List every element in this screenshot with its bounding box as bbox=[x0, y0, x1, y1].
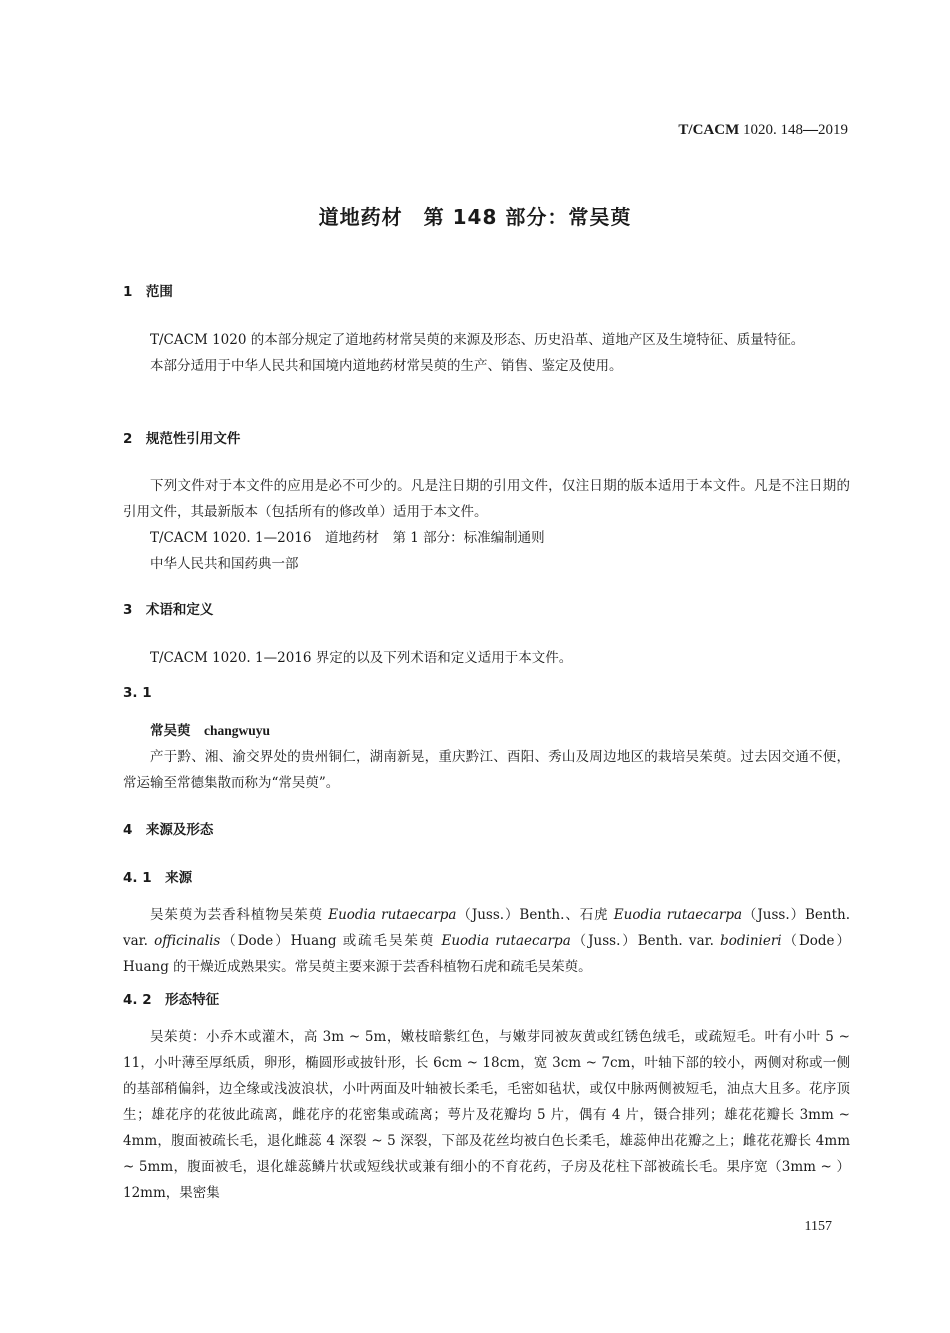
section-heading: 3. 1 bbox=[123, 685, 152, 701]
paragraph: T/CACM 1020 的本部分规定了道地药材常吴萸的来源及形态、历史沿革、道地产区及生境特征、质量特征。 bbox=[150, 332, 805, 348]
section-3 bbox=[123, 601, 850, 619]
reference-item: 中华人民共和国药典一部 bbox=[150, 556, 299, 572]
standard-year: 2019 bbox=[818, 122, 848, 138]
standard-number: 1020. 148 bbox=[739, 122, 803, 138]
paragraph: 吴茱萸：小乔木或灌木，高 3m ~ 5m，嫩枝暗紫红色，与嫩芽同被灰黄或红锈色绒毛，或疏短毛。叶有小叶 5 ~ 11，小叶薄至厚纸质，卵形，椭圆形或披针形，长 6cm ~ 18cm，宽 3cm ~ 7cm，叶轴下部的较小，两侧对称或一侧的基部稍偏斜，边全缘或浅波浪状，小叶两面及叶轴被长柔毛，毛密如毡状，或仅中脉两侧被短毛，油点大且多。花序顶生；雄花序的花彼此疏离，雌花序的花密集或疏离；萼片及花瓣均 5 片，偶有 4 片，镊合排列；雄花花瓣长 3mm ~ 4mm，腹面被疏长毛，退化雌蕊 4 深裂 ~ 5 深裂，下部及花丝均被白色长柔毛，雄蕊伸出花瓣之上；雌花花瓣长 4mm ~ 5mm，腹面被毛，退化雄蕊鳞片状或短线状或兼有细小的不育花药，子房及花柱下部被疏长毛。果序宽（3mm ~ ）12mm，果密集 bbox=[123, 1029, 850, 1201]
section-4-2-body bbox=[123, 1024, 850, 1206]
paragraph: 下列文件对于本文件的应用是必不可少的。凡是注日期的引用文件，仅注日期的版本适用于本文件。凡是不注日期的引用文件，其最新版本（包括所有的修改单）适用于本文件。 bbox=[123, 478, 850, 520]
section-1 bbox=[123, 283, 850, 301]
document-title: 道地药材 第 148 部分：常吴萸 bbox=[318, 205, 632, 229]
section-2 bbox=[123, 430, 850, 448]
term-chinese: 常吴萸 bbox=[150, 723, 191, 739]
section-1-body bbox=[123, 327, 850, 379]
standard-separator: — bbox=[803, 122, 818, 138]
section-heading: 4. 1 来源 bbox=[123, 870, 193, 886]
scientific-name: officinalis bbox=[154, 933, 221, 949]
section-2-body bbox=[123, 473, 850, 577]
source-paragraph: 吴茱萸为芸香科植物吴茱萸 Euodia rutaecarpa（Juss.）Benth.、石虎 Euodia rutaecarpa（Juss.）Benth. var. officinalis（Dode）Huang 或疏毛吴茱萸 Euodia rutaecarpa（Juss.）Benth. var. bodinieri（Dode）Huang 的干燥近成熟果实。常吴萸主要来源于芸香科植物石虎和疏毛吴茱萸。 bbox=[123, 907, 850, 975]
section-3-1 bbox=[123, 684, 850, 702]
standard-prefix: T/CACM bbox=[678, 122, 740, 138]
paragraph: T/CACM 1020. 1—2016 界定的以及下列术语和定义适用于本文件。 bbox=[150, 650, 573, 666]
scientific-name: Euodia rutaecarpa bbox=[613, 907, 743, 923]
section-heading: 2 规范性引用文件 bbox=[123, 431, 241, 447]
term-definition: 产于黔、湘、渝交界处的贵州铜仁，湖南新晃，重庆黔江、酉阳、秀山及周边地区的栽培吴茱萸。过去因交通不便，常运输至常德集散而称为“常吴萸”。 bbox=[123, 749, 850, 791]
section-4 bbox=[123, 821, 850, 839]
term-english: changwuyu bbox=[204, 723, 271, 738]
section-heading: 1 范围 bbox=[123, 284, 173, 300]
section-4-1 bbox=[123, 869, 850, 887]
section-heading: 4 来源及形态 bbox=[123, 822, 214, 838]
section-3-body bbox=[123, 645, 850, 671]
section-heading: 4. 2 形态特征 bbox=[123, 992, 220, 1008]
section-4-1-body bbox=[123, 902, 850, 980]
scientific-name: bodinieri bbox=[720, 933, 782, 949]
section-heading: 3 术语和定义 bbox=[123, 602, 214, 618]
reference-item: T/CACM 1020. 1—2016 道地药材 第 1 部分：标准编制通则 bbox=[150, 530, 545, 546]
scientific-name: Euodia rutaecarpa bbox=[441, 933, 571, 949]
standard-code bbox=[678, 121, 848, 139]
page-number: 1157 bbox=[804, 1219, 832, 1234]
paragraph: 本部分适用于中华人民共和国境内道地药材常吴萸的生产、销售、鉴定及使用。 bbox=[150, 358, 623, 374]
scientific-name: Euodia rutaecarpa bbox=[328, 907, 457, 923]
term-entry bbox=[123, 718, 850, 744]
section-3-1-body bbox=[123, 718, 850, 796]
section-4-2 bbox=[123, 991, 850, 1009]
